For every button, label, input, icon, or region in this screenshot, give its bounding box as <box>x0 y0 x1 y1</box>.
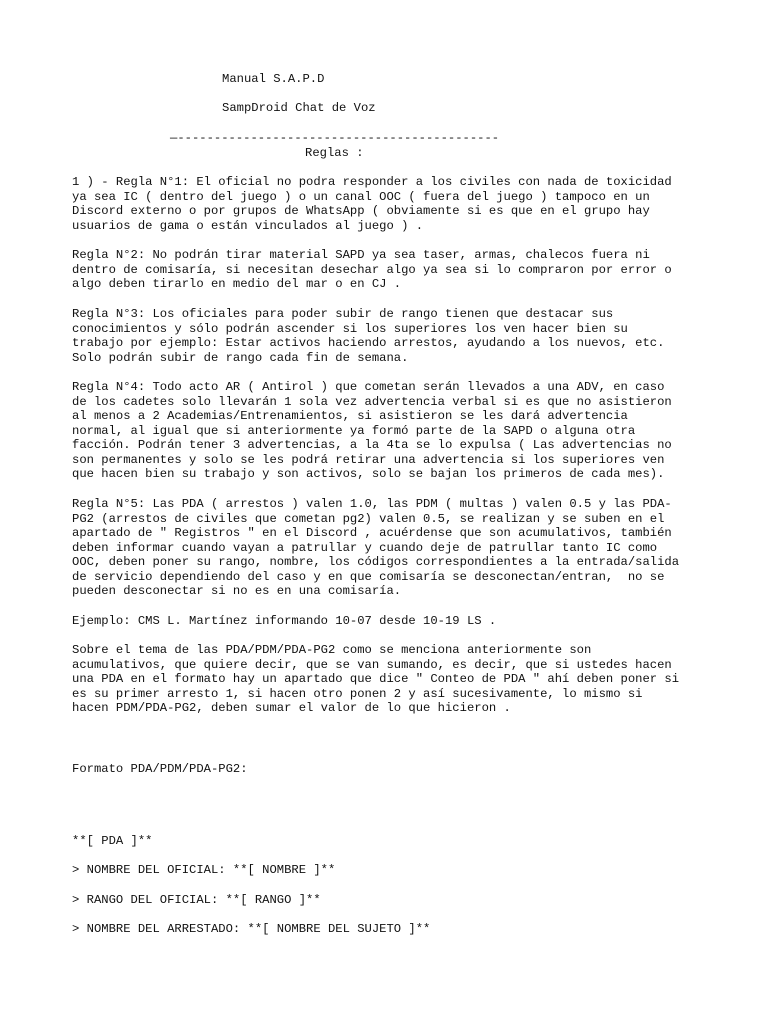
example-paragraph: Ejemplo: CMS L. Martínez informando 10-07 desde 10-19 LS . <box>72 614 497 628</box>
officer-rank-line: > RANGO DEL OFICIAL: **[ RANGO ]** <box>72 893 321 907</box>
accumulation-paragraph: Sobre el tema de las PDA/PDM/PDA-PG2 como se menciona anteriormente son acumulativos, que quiere decir, que se van sumando, es decir, que si ustedes hacen una PDA en el formato hay un apartado que dice " Conteo de PDA " ahí deben poner si es su primer arresto 1, si hacen otro ponen 2 y así sucesivamente, lo mismo si hacen PDM/PDA-PG2, deben sumar el valor de lo que hicieron . <box>72 643 680 715</box>
document-subtitle: SampDroid Chat de Voz <box>222 101 376 115</box>
format-heading: Formato PDA/PDM/PDA-PG2: <box>72 762 248 776</box>
rule-2-paragraph: Regla N°2: No podrán tirar material SAPD ya sea taser, armas, chalecos fuera ni dentro de comisaría, si necesitan desechar algo ya sea si lo compraron por error o algo deben tirarlo en medio del mar o en CJ . <box>72 248 672 291</box>
section-divider: —-------------------------------------------- <box>170 131 500 145</box>
document-title: Manual S.A.P.D <box>222 72 325 86</box>
rule-3-paragraph: Regla N°3: Los oficiales para poder subir de rango tienen que destacar sus conocimientos y sólo podrán ascender si los superiores los ven hacer bien su trabajo por ejemplo: Estar activos haciendo arrestos, ayudando a los nuevos, etc. Solo podrán subir de rango cada fin de semana. <box>72 307 665 365</box>
pda-heading: **[ PDA ]** <box>72 834 153 848</box>
rule-4-paragraph: Regla N°4: Todo acto AR ( Antirol ) que cometan serán llevados a una ADV, en caso de los cadetes solo llevarán 1 sola vez advertencia verbal si es que no asistieron al menos a 2 Academias/Entrenamientos, si asistieron se les dará advertencia normal, al igual que si anteriormente ya formó parte de la SAPD o alguna otra facción. Podrán tener 3 advertencias, a la 4ta se lo expulsa ( Las advertencias no son permanentes y solo se les podrá retirar una advertencia si los superiores ven que hacen bien su trabajo y son activos, solo se bajan los primeros de cada mes). <box>72 380 672 481</box>
rule-1-paragraph: 1 ) - Regla N°1: El oficial no podra responder a los civiles con nada de toxicidad ya sea IC ( dentro del juego ) o un canal OOC ( fuera del juego ) tampoco en un Discord externo o por grupos de WhatsApp ( obviamente si es que en el grupo hay usuarios de gama o están vinculados al juego ) . <box>72 175 672 233</box>
arrested-name-line: > NOMBRE DEL ARRESTADO: **[ NOMBRE DEL SUJETO ]** <box>72 922 431 936</box>
rule-5-paragraph: Regla N°5: Las PDA ( arrestos ) valen 1.0, las PDM ( multas ) valen 0.5 y las PDA- PG2 (arrestos de civiles que cometan pg2) valen 0.5, se realizan y se suben en el apartado de " Registros " en el Discord , acuérdense que son acumulativos, también deben informar cuando vayan a patrullar y cuando deje de patrullar tanto IC como OOC, deben poner su rango, nombre, los códigos correspondientes a la entrada/salida de servicio dependiendo del caso y en que comisaría se desconectan/entran, no se pueden desconectar si no es en una comisaría. <box>72 497 680 598</box>
rules-heading: Reglas : <box>305 146 364 160</box>
officer-name-line: > NOMBRE DEL OFICIAL: **[ NOMBRE ]** <box>72 863 336 877</box>
